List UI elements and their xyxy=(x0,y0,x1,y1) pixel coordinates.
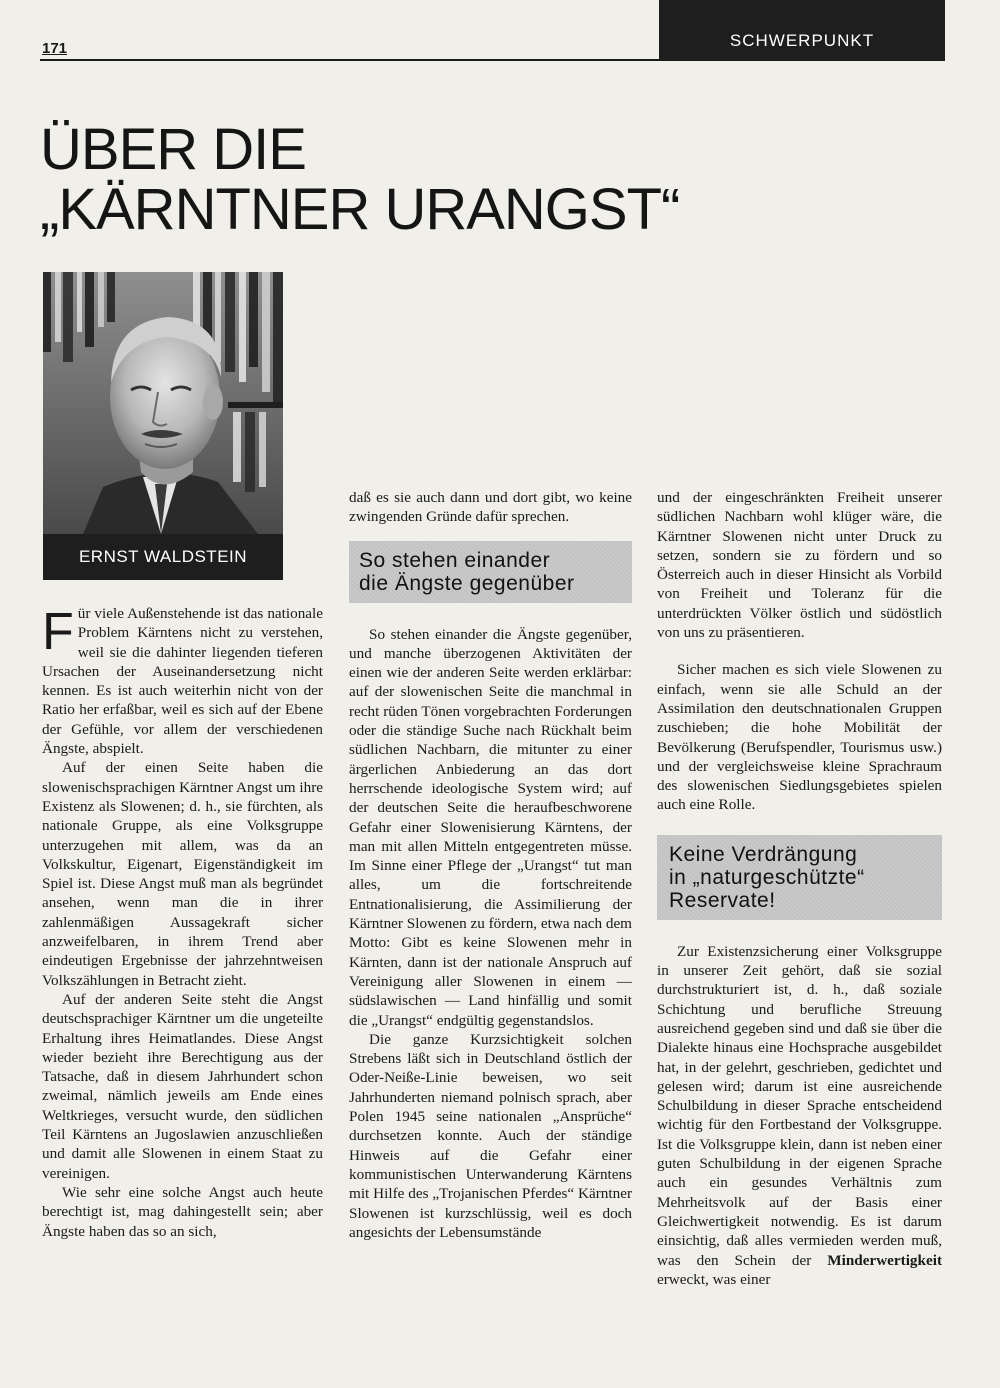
paragraph: Auf der anderen Seite steht die Angst deutschsprachiger Kärntner um die ungeteilte Erhaltung ihres Heimatlandes. Diese Angst wieder bezieht ihre Berechtigung aus der Tatsache, daß in diesem Jahrhundert schon zweimal, nämlich jeweils am Ende eines Weltkrieges, versucht wurde, den südlichen Teil Kärntens an Jugoslawien anzuschließen und damit alle Slowenen in einem Staat zu vereinigen. xyxy=(42,990,323,1182)
paragraph: So stehen einander die Ängste gegenüber, und manche überzogenen Aktivitäten der einen wie der anderen Seite werden erklärbar: auf der slowenischen Seite die manchmal in recht rüden Tönen vorgebrachten Forderungen oder die ständige Suche nach Rückhalt beim südlichen Nachbarn, die mitunter zu einer ärgerlichen Anbiederung an das dort herrschende ideologische System wird; auf der deutschen Seite die heraufbeschworene Gefahr einer Slowenisierung Kärntens, der man mit allen Mitteln entgegentreten müsse. Im Sinne einer Pflege der „Urangst“ tut man alles, um die fortschreitende Entnationalisierung, die Assimilierung der Kärntner Slowenen zu fördern, etwa nach dem Motto: Gibt es keine Slowenen mehr in Kärnten, dann ist der nationale Anspruch auf Vereinigung aller Slowenen in einem — südslawischen — Land hinfällig und somit die „Urangst“ endgültig gegenstandslos. xyxy=(349,625,632,1029)
paragraph-text: erweckt, was einer xyxy=(657,1270,771,1288)
subheading xyxy=(349,541,632,603)
subheading xyxy=(657,835,942,920)
column-3 xyxy=(657,488,942,1289)
paragraph: daß es sie auch dann und dort gibt, wo keine zwingenden Gründe dafür sprechen. xyxy=(349,489,632,526)
subheading-line: Reservate! xyxy=(669,888,776,912)
section-label xyxy=(659,0,945,60)
emphasized-word: Minderwertigkeit xyxy=(827,1251,942,1269)
subheading-line: Keine Verdrängung xyxy=(669,842,858,866)
author-photo xyxy=(43,272,283,534)
headline-line-2: „KÄRNTNER URANGST“ xyxy=(40,177,680,242)
author-name: ERNST WALDSTEIN xyxy=(43,534,283,580)
paragraph: Sicher machen es sich viele Slowenen zu einfach, wenn sie alle Schuld an der Assimilation den deutschnationalen Gruppen zuschieben; die hohe Mobilität der Bevölkerung (Berufspendler, Tourismus usw.) und der vergleichsweise kleine Sprachraum des slowenischen Siedlungsgebietes spielen auch eine Rolle. xyxy=(657,661,942,814)
paragraph: Auf der einen Seite haben die slowenischsprachigen Kärntner Angst um ihre Existenz als Slowenen; d. h., sie fürchten, als nationale Gruppe, als eine Volksgruppe unterzugehen mit allem, was da an Volkskultur, Eigenart, Eigenständigkeit im Spiel ist. Diese Angst muß man als begründet ansehen, wenn man die in ihrer zahlenmäßigen Aussagekraft sicher anzweifelbaren, in ihrem Trend aber eindeutigen Ergebnisse der jahrzehntweisen Volkszählungen in Betracht zieht. xyxy=(42,759,323,989)
drop-cap: F xyxy=(42,603,74,661)
column-1 xyxy=(42,604,323,1241)
headline-line-1: ÜBER DIE xyxy=(40,117,306,182)
paragraph: Wie sehr eine solche Angst auch heute berechtigt ist, mag dahingestellt sein; aber Ängste haben das so an sich, xyxy=(42,1183,323,1240)
page-number: 171 xyxy=(42,40,68,57)
intro-paragraph xyxy=(42,604,323,758)
subheading-line: in „naturgeschützte“ xyxy=(669,865,865,889)
intro-text: ür viele Außenstehende ist das nationale Problem Kärntens nicht zu verstehen, weil sie die dahinter liegenden tieferen Ursachen der Auseinandersetzung nicht kennen. Es ist auch weiterhin nicht von der Ratio her erfaßbar, weil es sich auf der Ebene der Gefühle, vor allem der verschiedenen Ängste, abspielt. xyxy=(42,605,323,758)
column-2 xyxy=(349,488,632,1242)
paragraph: und der eingeschränkten Freiheit unserer südlichen Nachbarn wohl klüger wäre, die Kärntner Slowenen nicht unter Druck zu setzen, sondern sie zu fördern und so Österreich auch in dieser Hinsicht als Vorbild von Freiheit und Toleranz für die unterdrückten Völker östlich und südöstlich von uns zu präsentieren. xyxy=(657,489,942,642)
subheading-line: So stehen einander xyxy=(359,548,551,572)
paragraph: Die ganze Kurzsichtigkeit solchen Strebens läßt sich in Deutschland östlich der Oder-Neiße-Linie beweisen, wo seit Jahrhunderten niemand polnisch sprach, aber Polen 1945 seine nationalen „Ansprüche“ durchsetzen konnte. Auch der ständige Hinweis auf die Gefahr einer kommunistischen Unterwanderung Kärntens mit Hilfe des „Trojanischen Pferdes“ Kärntner Slowenen ist kurzschlüssig, weil es doch angesichts der Lebensumstände xyxy=(349,1030,632,1241)
subheading-line: die Ängste gegenüber xyxy=(359,571,575,595)
paragraph xyxy=(657,942,942,1289)
paragraph-text: Zur Existenzsicherung einer Volksgruppe in unserer Zeit gehört, daß sie sozial durchstrukturiert ist, d. h., daß soziale Schichtung und berufliche Streuung ausreichend gegeben sind und daß sie über die Dialekte hinaus eine Hochsprache ausgebildet hat, in der gelehrt, geschrieben, gedichtet und gelesen wird; darum ist eine ausreichende Schulbildung in dieser Sprache entscheidend wichtig für den Fortbestand der Volksgruppe. Ist die Volksgruppe klein, dann ist neben einer guten Schulbildung in der eigenen Sprache auch ein gesundes Verhältnis zum Mehrheitsvolk auf der Basis einer Gleichwertigkeit notwendig. Es ist darum einsichtig, daß alles vermieden werden muß, was den Schein der xyxy=(657,942,942,1269)
article-headline xyxy=(40,117,680,242)
section-label-text: SCHWERPUNKT xyxy=(729,31,875,50)
